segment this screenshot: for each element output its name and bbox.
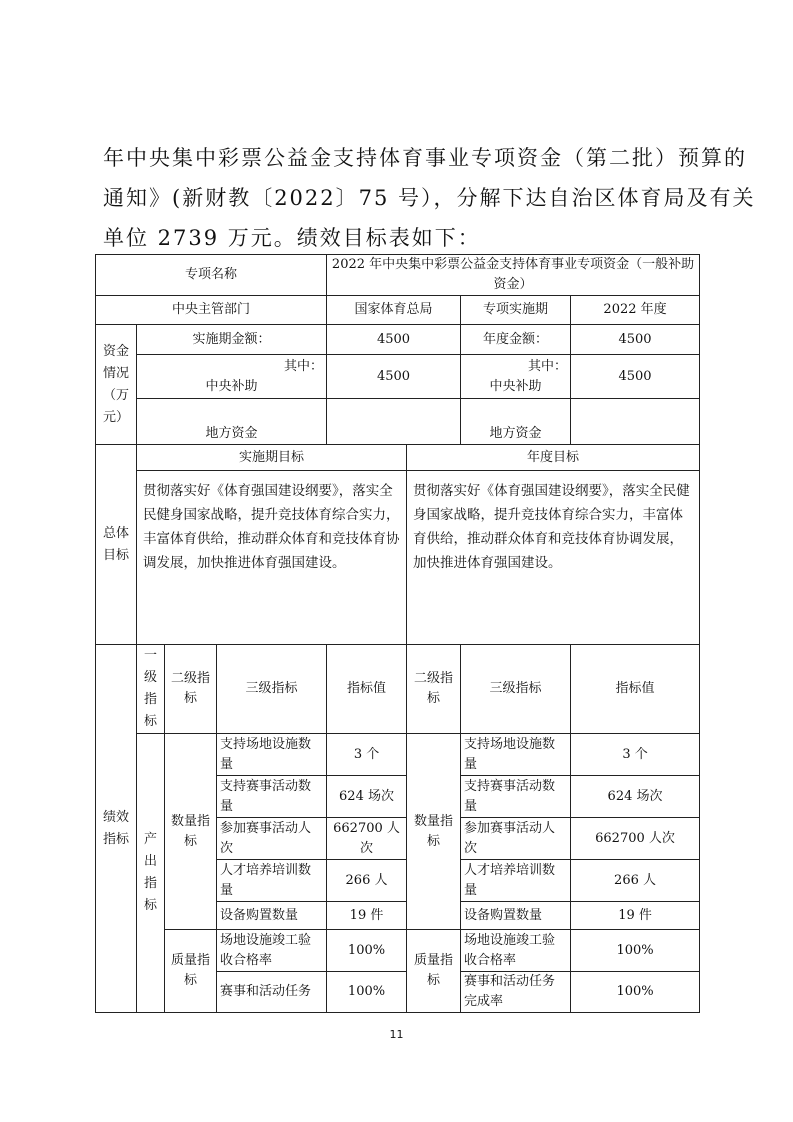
intro-line-3: 单位 2739 万元。绩效目标表如下： xyxy=(103,226,481,250)
quantity-label-year: 数量指标 xyxy=(407,734,461,930)
project-name-value: 2022 年中央集中彩票公益金支持体育事业专项资金（一般补助资金） xyxy=(327,255,700,296)
project-name-label: 专项名称 xyxy=(96,255,327,296)
year-amount-label: 年度金额： xyxy=(461,325,571,355)
year-indicator-name: 人才培养培训数量 xyxy=(461,860,571,902)
level3-header-impl: 三级指标 xyxy=(217,645,327,734)
year-indicator-value: 100% xyxy=(571,930,700,972)
year-indicator-value: 3 个 xyxy=(571,734,700,776)
perf-label: 绩效指标 xyxy=(96,645,137,1013)
intro-paragraph xyxy=(103,138,756,258)
year-central-value: 4500 xyxy=(571,355,700,399)
value-header-impl: 指标值 xyxy=(327,645,407,734)
impl-indicator-name: 设备购置数量 xyxy=(217,902,327,930)
impl-indicator-name: 赛事和活动任务 xyxy=(217,972,327,1013)
level2-header-impl: 二级指标 xyxy=(165,645,217,734)
dept-label: 中央主管部门 xyxy=(96,296,327,325)
impl-amount-value: 4500 xyxy=(327,325,461,355)
of-which-label: 其中： xyxy=(528,358,568,374)
impl-local-value xyxy=(327,399,461,445)
output-label: 产出指标 xyxy=(137,734,165,1013)
year-goal-text: 贯彻落实好《体育强国建设纲要》，落实全民健身国家战略，提升竞技体育综合实力，丰富体育供给，推动群众体育和竞技体育协调发展，加快推进体育强国建设。 xyxy=(407,471,700,645)
period-label: 专项实施期 xyxy=(461,296,571,325)
level2-header-year: 二级指标 xyxy=(407,645,461,734)
year-indicator-value: 100% xyxy=(571,972,700,1013)
central-subsidy-label: 中央补助 xyxy=(205,378,258,394)
central-subsidy-label: 中央补助 xyxy=(489,378,542,394)
dept-value: 国家体育总局 xyxy=(327,296,461,325)
impl-central-label xyxy=(137,355,327,399)
intro-line-2: 通知》(新财教〔2022〕75 号），分解下达自治区体育局及有关 xyxy=(103,186,756,210)
impl-indicator-value: 100% xyxy=(327,972,407,1013)
performance-target-table xyxy=(95,254,700,1013)
year-indicator-value: 19 件 xyxy=(571,902,700,930)
year-indicator-value: 662700 人次 xyxy=(571,818,700,860)
year-indicator-name: 赛事和活动任务完成率 xyxy=(461,972,571,1013)
impl-indicator-value: 100% xyxy=(327,930,407,972)
overall-goal-label: 总体目标 xyxy=(96,445,137,645)
intro-line-1: 年中央集中彩票公益金支持体育事业专项资金（第二批）预算的 xyxy=(103,146,747,170)
year-goal-header: 年度目标 xyxy=(407,445,700,471)
funds-label: 资金情况（万元） xyxy=(96,325,137,445)
impl-indicator-value: 266 人 xyxy=(327,860,407,902)
year-indicator-name: 支持赛事活动数量 xyxy=(461,776,571,818)
year-indicator-name: 参加赛事活动人次 xyxy=(461,818,571,860)
year-indicator-name: 场地设施竣工验收合格率 xyxy=(461,930,571,972)
year-indicator-name: 支持场地设施数量 xyxy=(461,734,571,776)
impl-indicator-name: 人才培养培训数量 xyxy=(217,860,327,902)
year-local-value xyxy=(571,399,700,445)
year-indicator-value: 266 人 xyxy=(571,860,700,902)
year-amount-value: 4500 xyxy=(571,325,700,355)
impl-amount-label: 实施期金额： xyxy=(137,325,327,355)
quality-label-impl: 质量指标 xyxy=(165,930,217,1013)
page-number: 11 xyxy=(389,1028,404,1041)
impl-indicator-value: 19 件 xyxy=(327,902,407,930)
value-header-year: 指标值 xyxy=(571,645,700,734)
impl-local-label: 地方资金 xyxy=(137,399,327,445)
impl-goal-header: 实施期目标 xyxy=(137,445,407,471)
year-local-label: 地方资金 xyxy=(461,399,571,445)
period-value: 2022 年度 xyxy=(571,296,700,325)
impl-indicator-value: 624 场次 xyxy=(327,776,407,818)
impl-indicator-value: 662700 人次 xyxy=(327,818,407,860)
year-central-label xyxy=(461,355,571,399)
year-indicator-name: 设备购置数量 xyxy=(461,902,571,930)
impl-indicator-name: 场地设施竣工验收合格率 xyxy=(217,930,327,972)
impl-indicator-value: 3 个 xyxy=(327,734,407,776)
impl-goal-text: 贯彻落实好《体育强国建设纲要》，落实全民健身国家战略，提升竞技体育综合实力，丰富体育供给，推动群众体育和竞技体育协调发展，加快推进体育强国建设。 xyxy=(137,471,407,645)
quality-label-year: 质量指标 xyxy=(407,930,461,1013)
impl-indicator-name: 支持赛事活动数量 xyxy=(217,776,327,818)
level3-header-year: 三级指标 xyxy=(461,645,571,734)
year-indicator-value: 624 场次 xyxy=(571,776,700,818)
of-which-label: 其中： xyxy=(284,358,324,374)
quantity-label-impl: 数量指标 xyxy=(165,734,217,930)
level1-header: 一级指标 xyxy=(137,645,165,734)
impl-central-value: 4500 xyxy=(327,355,461,399)
impl-indicator-name: 参加赛事活动人次 xyxy=(217,818,327,860)
impl-indicator-name: 支持场地设施数量 xyxy=(217,734,327,776)
